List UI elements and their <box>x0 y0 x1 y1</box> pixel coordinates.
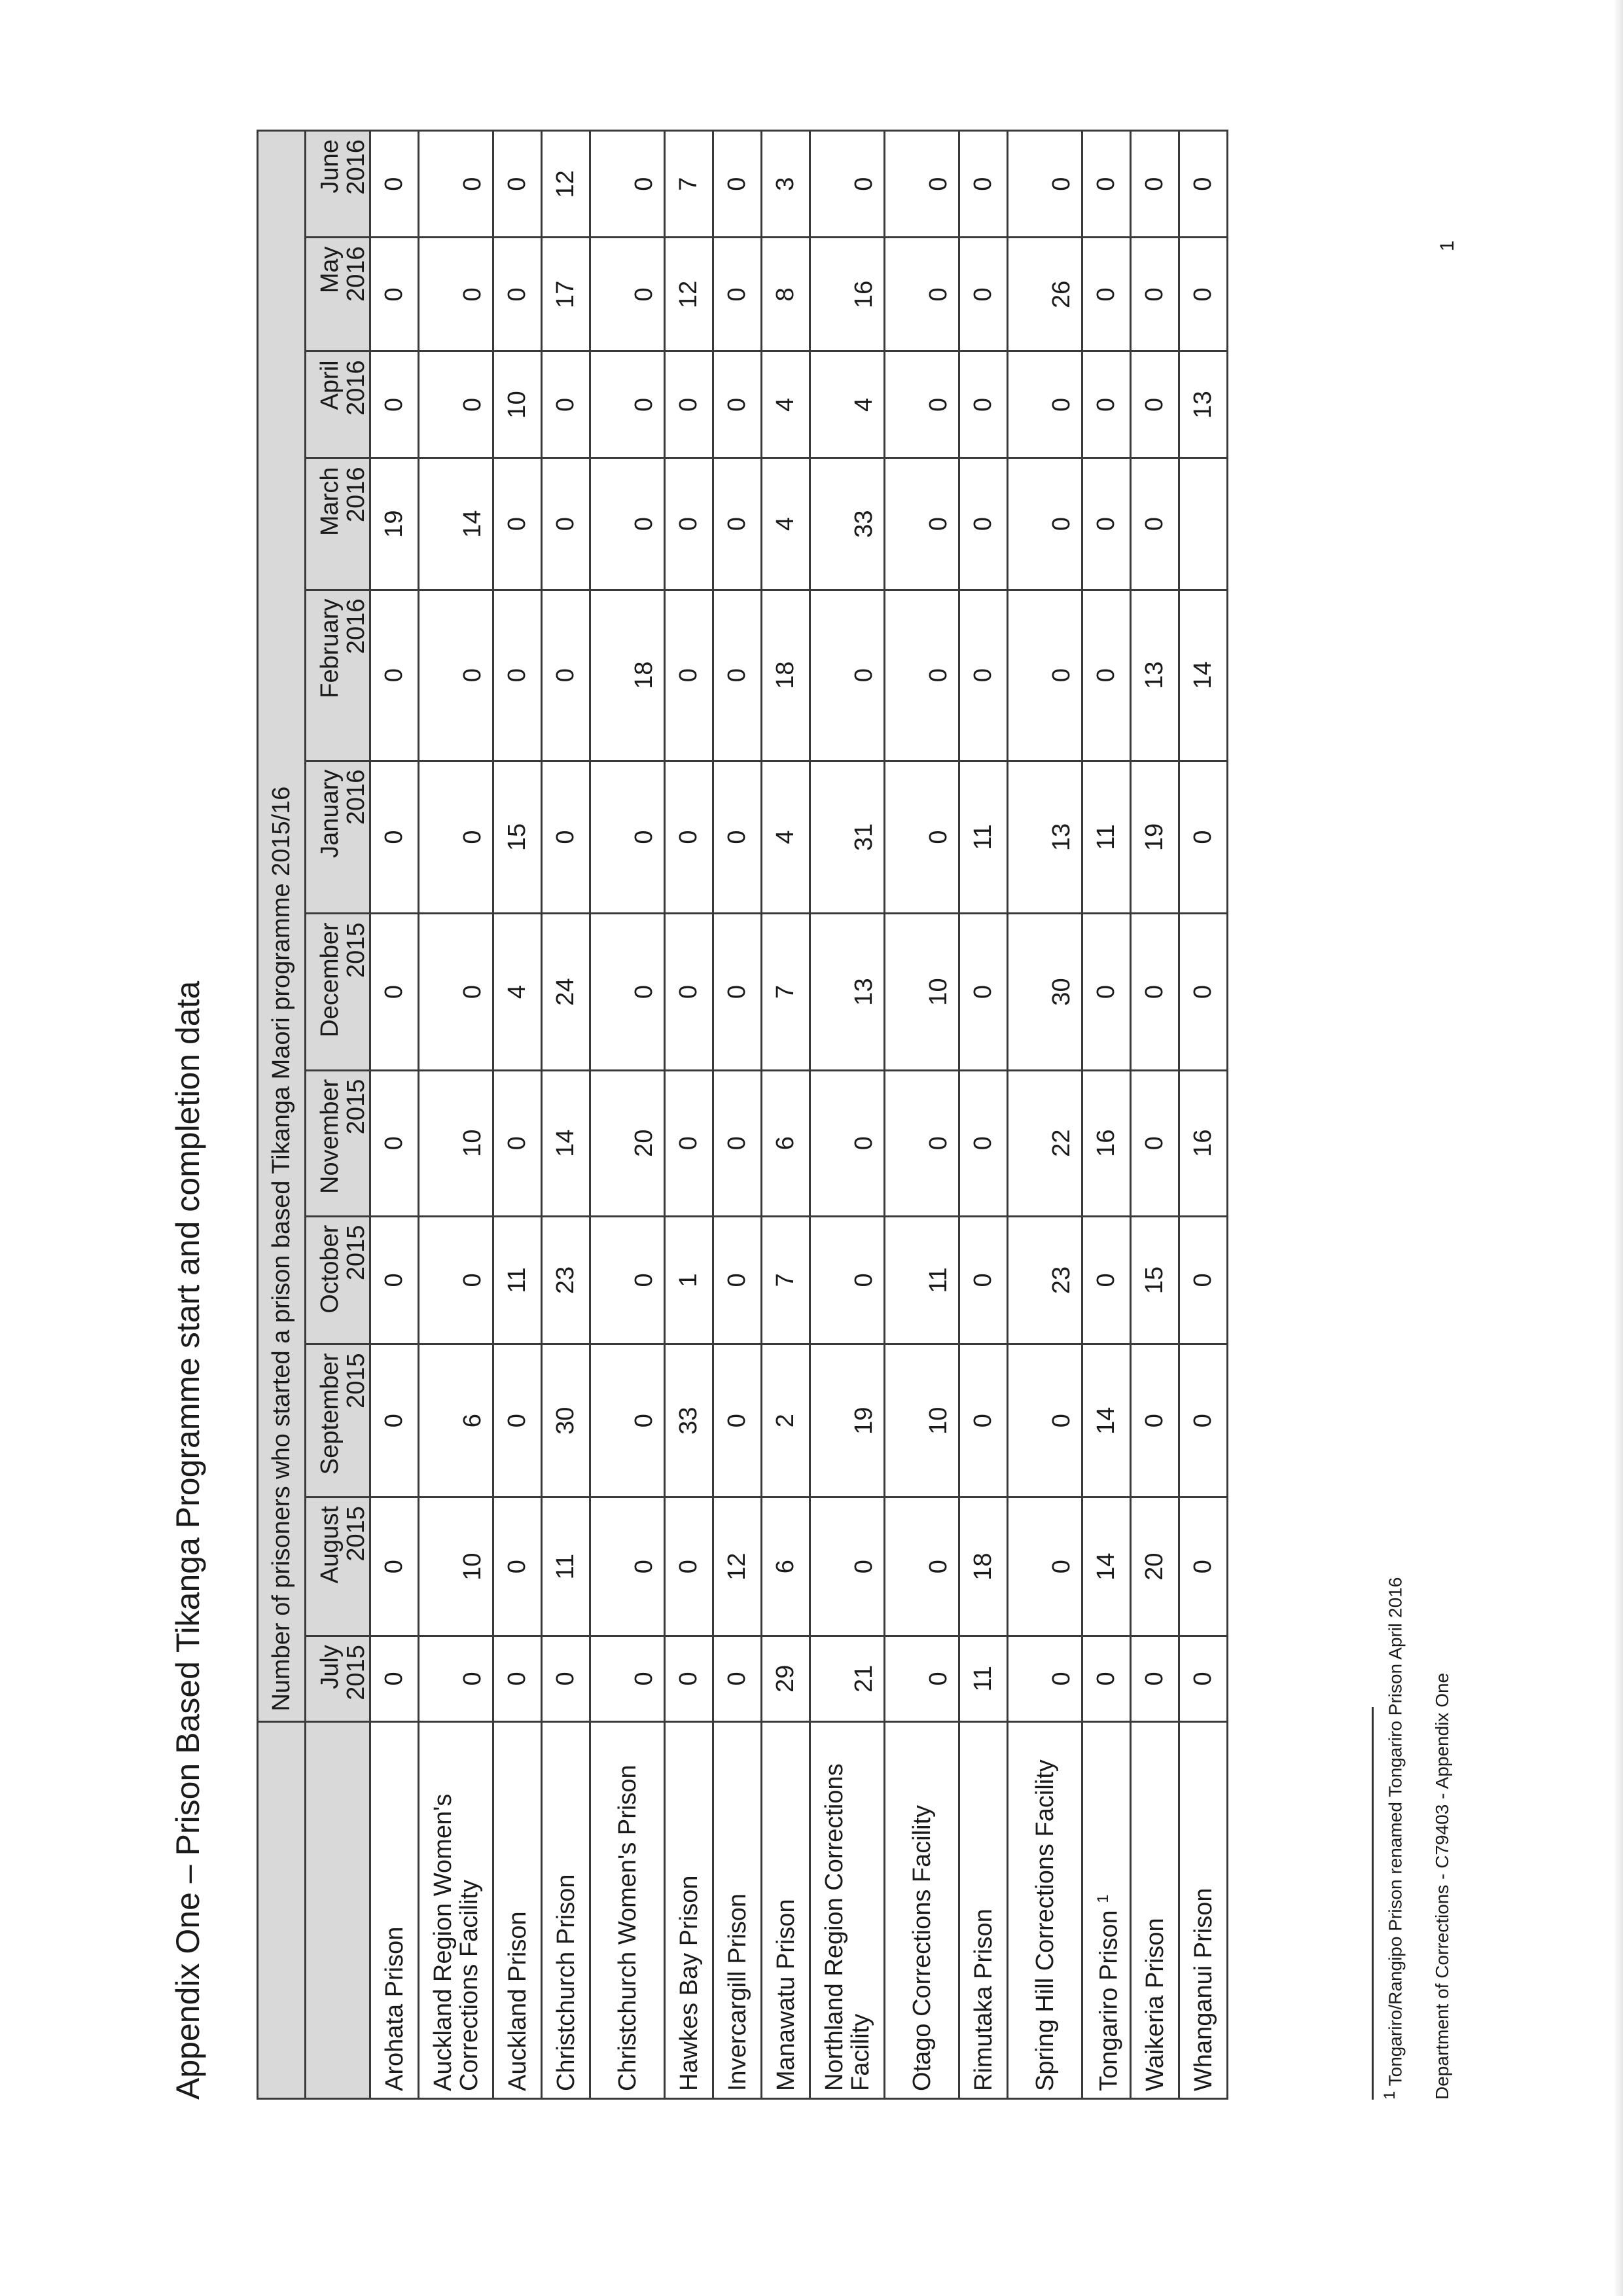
month-name: November <box>316 1079 344 1194</box>
table-row <box>493 131 542 2099</box>
value-cell: 0 <box>959 1070 1008 1216</box>
value-cell: 18 <box>590 590 665 761</box>
value-cell: 0 <box>959 590 1008 761</box>
value-cell: 0 <box>590 131 665 238</box>
value-cell: 0 <box>810 1070 885 1216</box>
value-cell: 0 <box>370 1636 419 1721</box>
value-cell: 0 <box>959 1216 1008 1344</box>
value-cell: 0 <box>1179 1498 1228 1636</box>
month-year: 2015 <box>342 1645 370 1700</box>
value-cell: 21 <box>810 1636 885 1721</box>
value-cell: 0 <box>1008 351 1082 458</box>
value-cell: 0 <box>1082 590 1131 761</box>
value-cell: 0 <box>713 1636 762 1721</box>
month-year: 2015 <box>342 1225 370 1281</box>
prison-name: Invercargill Prison <box>723 1893 751 2091</box>
month-header <box>306 914 370 1070</box>
value-cell: 0 <box>1179 1344 1228 1498</box>
value-cell: 19 <box>810 1344 885 1498</box>
table-row <box>810 131 885 2099</box>
value-cell: 24 <box>542 914 590 1070</box>
value-cell: 0 <box>1131 351 1179 458</box>
value-cell: 0 <box>419 238 493 351</box>
value-cell: 31 <box>810 761 885 914</box>
department-reference: Department of Corrections - C79403 - Appendix One <box>1432 1672 1452 2100</box>
month-header <box>306 1216 370 1344</box>
table-row <box>762 131 810 2099</box>
month-name: October <box>316 1225 344 1314</box>
value-cell: 0 <box>493 1498 542 1636</box>
prison-name-cell <box>959 1721 1008 2098</box>
month-header <box>306 238 370 351</box>
value-cell: 0 <box>665 1070 713 1216</box>
value-cell: 6 <box>762 1498 810 1636</box>
value-cell: 30 <box>1008 914 1082 1070</box>
value-cell: 0 <box>1131 131 1179 238</box>
value-cell: 15 <box>493 761 542 914</box>
value-cell: 0 <box>370 131 419 238</box>
prison-name: Arohata Prison <box>380 1926 408 2091</box>
month-year: 2016 <box>342 467 370 523</box>
value-cell: 16 <box>1082 1070 1131 1216</box>
value-cell: 0 <box>713 131 762 238</box>
value-cell: 0 <box>542 761 590 914</box>
prison-name: Christchurch Women's Prison <box>613 1765 641 2091</box>
value-cell: 0 <box>1131 1070 1179 1216</box>
group-header: Number of prisoners who started a prison based Tikanga Maori programme 2015/16 <box>258 131 306 1722</box>
month-header <box>306 1636 370 1721</box>
value-cell: 0 <box>665 590 713 761</box>
value-cell: 0 <box>665 914 713 1070</box>
table-row <box>885 131 959 2099</box>
value-cell: 14 <box>542 1070 590 1216</box>
value-cell: 0 <box>370 914 419 1070</box>
value-cell: 0 <box>590 761 665 914</box>
prison-name: Auckland Region Women's Corrections Facility <box>429 1793 483 2091</box>
footnote-text: Tongariro/Rangipo Prison renamed Tongariro Prison April 2016 <box>1385 1577 1406 2087</box>
value-cell: 13 <box>1131 590 1179 761</box>
value-cell: 0 <box>885 761 959 914</box>
month-header <box>306 351 370 458</box>
value-cell: 1 <box>665 1216 713 1344</box>
value-cell: 0 <box>590 351 665 458</box>
prison-name: Northland Region Corrections Facility <box>820 1763 874 2091</box>
value-cell: 0 <box>959 458 1008 590</box>
month-year: 2015 <box>342 1079 370 1135</box>
month-header <box>306 1344 370 1498</box>
value-cell: 0 <box>810 131 885 238</box>
value-cell: 0 <box>1008 458 1082 590</box>
value-cell: 0 <box>810 1216 885 1344</box>
value-cell: 14 <box>419 458 493 590</box>
value-cell: 0 <box>1082 458 1131 590</box>
value-cell: 0 <box>542 351 590 458</box>
value-cell: 0 <box>1131 238 1179 351</box>
month-year: 2016 <box>342 139 370 195</box>
value-cell: 13 <box>810 914 885 1070</box>
value-cell: 4 <box>762 458 810 590</box>
value-cell: 0 <box>1082 1216 1131 1344</box>
value-cell: 0 <box>713 1344 762 1498</box>
month-year: 2016 <box>342 769 370 825</box>
value-cell: 0 <box>493 131 542 238</box>
value-cell: 19 <box>1131 761 1179 914</box>
value-cell: 0 <box>665 458 713 590</box>
table-row <box>370 131 419 2099</box>
value-cell: 0 <box>713 914 762 1070</box>
value-cell: 0 <box>493 238 542 351</box>
prison-name: Auckland Prison <box>503 1911 531 2091</box>
value-cell: 0 <box>419 131 493 238</box>
page-title: Appendix One – Prison Based Tikanga Programme start and completion data <box>169 980 206 2100</box>
value-cell: 16 <box>1179 1070 1228 1216</box>
value-cell: 6 <box>762 1070 810 1216</box>
value-cell: 20 <box>590 1070 665 1216</box>
value-cell: 0 <box>370 1498 419 1636</box>
value-cell: 22 <box>1008 1070 1082 1216</box>
value-cell: 0 <box>1082 238 1131 351</box>
value-cell: 0 <box>1131 458 1179 590</box>
value-cell: 0 <box>810 590 885 761</box>
value-cell: 20 <box>1131 1498 1179 1636</box>
value-cell: 0 <box>493 458 542 590</box>
value-cell: 23 <box>542 1216 590 1344</box>
prison-name-cell <box>665 1721 713 2098</box>
value-cell: 0 <box>713 761 762 914</box>
value-cell: 0 <box>713 458 762 590</box>
value-cell: 0 <box>1179 1636 1228 1721</box>
value-cell: 10 <box>493 351 542 458</box>
table-row <box>590 131 665 2099</box>
table-row <box>1008 131 1082 2099</box>
value-cell: 11 <box>959 761 1008 914</box>
value-cell: 17 <box>542 238 590 351</box>
month-header <box>306 761 370 914</box>
value-cell: 0 <box>665 351 713 458</box>
value-cell: 4 <box>493 914 542 1070</box>
prison-name-cell <box>493 1721 542 2098</box>
value-cell: 0 <box>370 1216 419 1344</box>
month-name: June <box>316 139 344 194</box>
month-year: 2016 <box>342 598 370 655</box>
value-cell: 0 <box>419 761 493 914</box>
prison-name-cell <box>810 1721 885 2098</box>
value-cell: 0 <box>370 1344 419 1498</box>
value-cell: 15 <box>1131 1216 1179 1344</box>
value-cell: 0 <box>959 238 1008 351</box>
value-cell: 11 <box>1082 761 1131 914</box>
value-cell: 0 <box>370 238 419 351</box>
prison-name: Hawkes Bay Prison <box>675 1875 703 2091</box>
footnote-reference: 1 <box>1094 1894 1113 1903</box>
month-header <box>306 458 370 590</box>
value-cell: 0 <box>419 590 493 761</box>
prison-name-cell <box>542 1721 590 2098</box>
value-cell: 0 <box>1179 914 1228 1070</box>
prison-name-cell <box>1082 1721 1131 2098</box>
prison-name-cell <box>1179 1721 1228 2098</box>
footnote <box>1381 1577 1406 2100</box>
value-cell: 18 <box>762 590 810 761</box>
value-cell: 0 <box>885 1636 959 1721</box>
value-cell: 0 <box>1179 238 1228 351</box>
month-year: 2016 <box>342 360 370 416</box>
value-cell: 6 <box>419 1344 493 1498</box>
header-corner-cell <box>258 1721 306 2098</box>
month-name: July <box>316 1645 344 1689</box>
value-cell: 0 <box>885 458 959 590</box>
value-cell: 11 <box>493 1216 542 1344</box>
value-cell: 14 <box>1082 1344 1131 1498</box>
month-name: August <box>316 1506 344 1584</box>
value-cell: 0 <box>959 351 1008 458</box>
value-cell: 0 <box>1082 914 1131 1070</box>
tikanga-programme-table <box>257 130 1228 2100</box>
value-cell: 13 <box>1179 351 1228 458</box>
value-cell: 0 <box>713 351 762 458</box>
value-cell: 0 <box>1008 1636 1082 1721</box>
value-cell: 14 <box>1179 590 1228 761</box>
value-cell: 0 <box>590 238 665 351</box>
value-cell: 10 <box>885 914 959 1070</box>
value-cell: 0 <box>590 458 665 590</box>
prison-name: Christchurch Prison <box>552 1874 580 2091</box>
value-cell: 0 <box>885 351 959 458</box>
value-cell: 0 <box>885 238 959 351</box>
value-cell: 0 <box>542 1636 590 1721</box>
value-cell: 11 <box>959 1636 1008 1721</box>
month-header <box>306 1498 370 1636</box>
value-cell: 0 <box>1008 1498 1082 1636</box>
value-cell: 0 <box>810 1498 885 1636</box>
value-cell: 0 <box>1131 1344 1179 1498</box>
prison-name: Tongariro Prison <box>1095 1910 1123 2091</box>
month-name: March <box>316 467 344 537</box>
value-cell: 0 <box>885 590 959 761</box>
table-row <box>1082 131 1131 2099</box>
value-cell: 0 <box>370 1070 419 1216</box>
month-name: December <box>316 922 344 1037</box>
month-name: January <box>316 769 344 858</box>
value-cell: 0 <box>1082 131 1131 238</box>
value-cell: 0 <box>419 914 493 1070</box>
table-row <box>542 131 590 2099</box>
prison-name-cell <box>1008 1721 1082 2098</box>
value-cell: 0 <box>590 914 665 1070</box>
value-cell: 3 <box>762 131 810 238</box>
value-cell: 0 <box>1008 590 1082 761</box>
value-cell: 0 <box>370 761 419 914</box>
value-cell: 0 <box>493 1344 542 1498</box>
page-number: 1 <box>1436 240 1458 251</box>
value-cell: 19 <box>370 458 419 590</box>
value-cell: 13 <box>1008 761 1082 914</box>
value-cell: 0 <box>590 1344 665 1498</box>
month-name: February <box>316 598 344 698</box>
header-corner-cell <box>306 1721 370 2098</box>
footnote-marker: 1 <box>1381 2090 1399 2100</box>
month-name: April <box>316 360 344 410</box>
value-cell: 0 <box>1179 131 1228 238</box>
value-cell: 0 <box>713 590 762 761</box>
value-cell: 7 <box>762 1216 810 1344</box>
value-cell: 0 <box>885 1498 959 1636</box>
month-header <box>306 590 370 761</box>
value-cell: 7 <box>665 131 713 238</box>
table-body <box>370 131 1228 2099</box>
month-header <box>306 1070 370 1216</box>
month-year: 2016 <box>342 246 370 302</box>
prison-name-cell <box>370 1721 419 2098</box>
table-row <box>1131 131 1179 2099</box>
value-cell: 0 <box>713 1070 762 1216</box>
value-cell: 0 <box>370 590 419 761</box>
month-header-row <box>306 131 370 2099</box>
value-cell: 0 <box>590 1636 665 1721</box>
value-cell: 8 <box>762 238 810 351</box>
group-header-row <box>258 131 306 2099</box>
prison-name: Otago Corrections Facility <box>908 1804 936 2091</box>
value-cell: 29 <box>762 1636 810 1721</box>
value-cell: 0 <box>713 238 762 351</box>
value-cell: 0 <box>665 1636 713 1721</box>
prison-name-cell <box>885 1721 959 2098</box>
value-cell: 0 <box>1131 1636 1179 1721</box>
value-cell: 0 <box>1179 761 1228 914</box>
prison-name: Waikeria Prison <box>1141 1918 1169 2091</box>
value-cell: 0 <box>1131 914 1179 1070</box>
value-cell: 30 <box>542 1344 590 1498</box>
value-cell: 0 <box>419 1636 493 1721</box>
prison-name: Rimutaka Prison <box>969 1909 997 2091</box>
value-cell: 0 <box>1082 1636 1131 1721</box>
table-row <box>959 131 1008 2099</box>
value-cell: 2 <box>762 1344 810 1498</box>
value-cell: 33 <box>665 1344 713 1498</box>
value-cell: 0 <box>370 351 419 458</box>
value-cell: 0 <box>959 131 1008 238</box>
value-cell: 0 <box>1082 351 1131 458</box>
value-cell: 0 <box>419 351 493 458</box>
value-cell: 12 <box>665 238 713 351</box>
value-cell: 11 <box>542 1498 590 1636</box>
table-row <box>665 131 713 2099</box>
value-cell: 0 <box>1008 1344 1082 1498</box>
value-cell: 0 <box>493 590 542 761</box>
value-cell: 0 <box>590 1216 665 1344</box>
prison-name: Spring Hill Corrections Facility <box>1031 1759 1059 2091</box>
month-name: May <box>316 246 344 294</box>
value-cell: 0 <box>493 1070 542 1216</box>
value-cell: 26 <box>1008 238 1082 351</box>
value-cell: 0 <box>665 1498 713 1636</box>
month-year: 2015 <box>342 922 370 978</box>
value-cell: 0 <box>419 1216 493 1344</box>
month-year: 2015 <box>342 1506 370 1562</box>
value-cell: 0 <box>713 1216 762 1344</box>
value-cell: 0 <box>493 1636 542 1721</box>
table-row <box>419 131 493 2099</box>
prison-name: Whanganui Prison <box>1189 1888 1217 2091</box>
value-cell: 10 <box>419 1498 493 1636</box>
value-cell: 0 <box>590 1498 665 1636</box>
table-row <box>713 131 762 2099</box>
value-cell <box>1179 458 1228 590</box>
footnote-rule <box>1372 1707 1374 2100</box>
value-cell: 0 <box>1179 1216 1228 1344</box>
value-cell: 0 <box>885 1070 959 1216</box>
table-row <box>1179 131 1228 2099</box>
value-cell: 12 <box>542 131 590 238</box>
value-cell: 0 <box>1008 131 1082 238</box>
value-cell: 12 <box>713 1498 762 1636</box>
prison-name: Manawatu Prison <box>772 1899 800 2091</box>
value-cell: 0 <box>885 131 959 238</box>
prison-name-cell <box>1131 1721 1179 2098</box>
value-cell: 16 <box>810 238 885 351</box>
month-name: September <box>316 1353 344 1475</box>
value-cell: 0 <box>542 458 590 590</box>
value-cell: 10 <box>419 1070 493 1216</box>
prison-name-cell <box>419 1721 493 2098</box>
value-cell: 14 <box>1082 1498 1131 1636</box>
value-cell: 10 <box>885 1344 959 1498</box>
value-cell: 0 <box>959 914 1008 1070</box>
value-cell: 0 <box>959 1344 1008 1498</box>
value-cell: 18 <box>959 1498 1008 1636</box>
value-cell: 23 <box>1008 1216 1082 1344</box>
value-cell: 0 <box>542 590 590 761</box>
value-cell: 4 <box>810 351 885 458</box>
value-cell: 11 <box>885 1216 959 1344</box>
prison-name-cell <box>762 1721 810 2098</box>
value-cell: 7 <box>762 914 810 1070</box>
value-cell: 4 <box>762 351 810 458</box>
value-cell: 33 <box>810 458 885 590</box>
month-header <box>306 131 370 238</box>
prison-name-cell <box>713 1721 762 2098</box>
value-cell: 0 <box>665 761 713 914</box>
prison-name-cell <box>590 1721 665 2098</box>
month-year: 2015 <box>342 1353 370 1408</box>
value-cell: 4 <box>762 761 810 914</box>
